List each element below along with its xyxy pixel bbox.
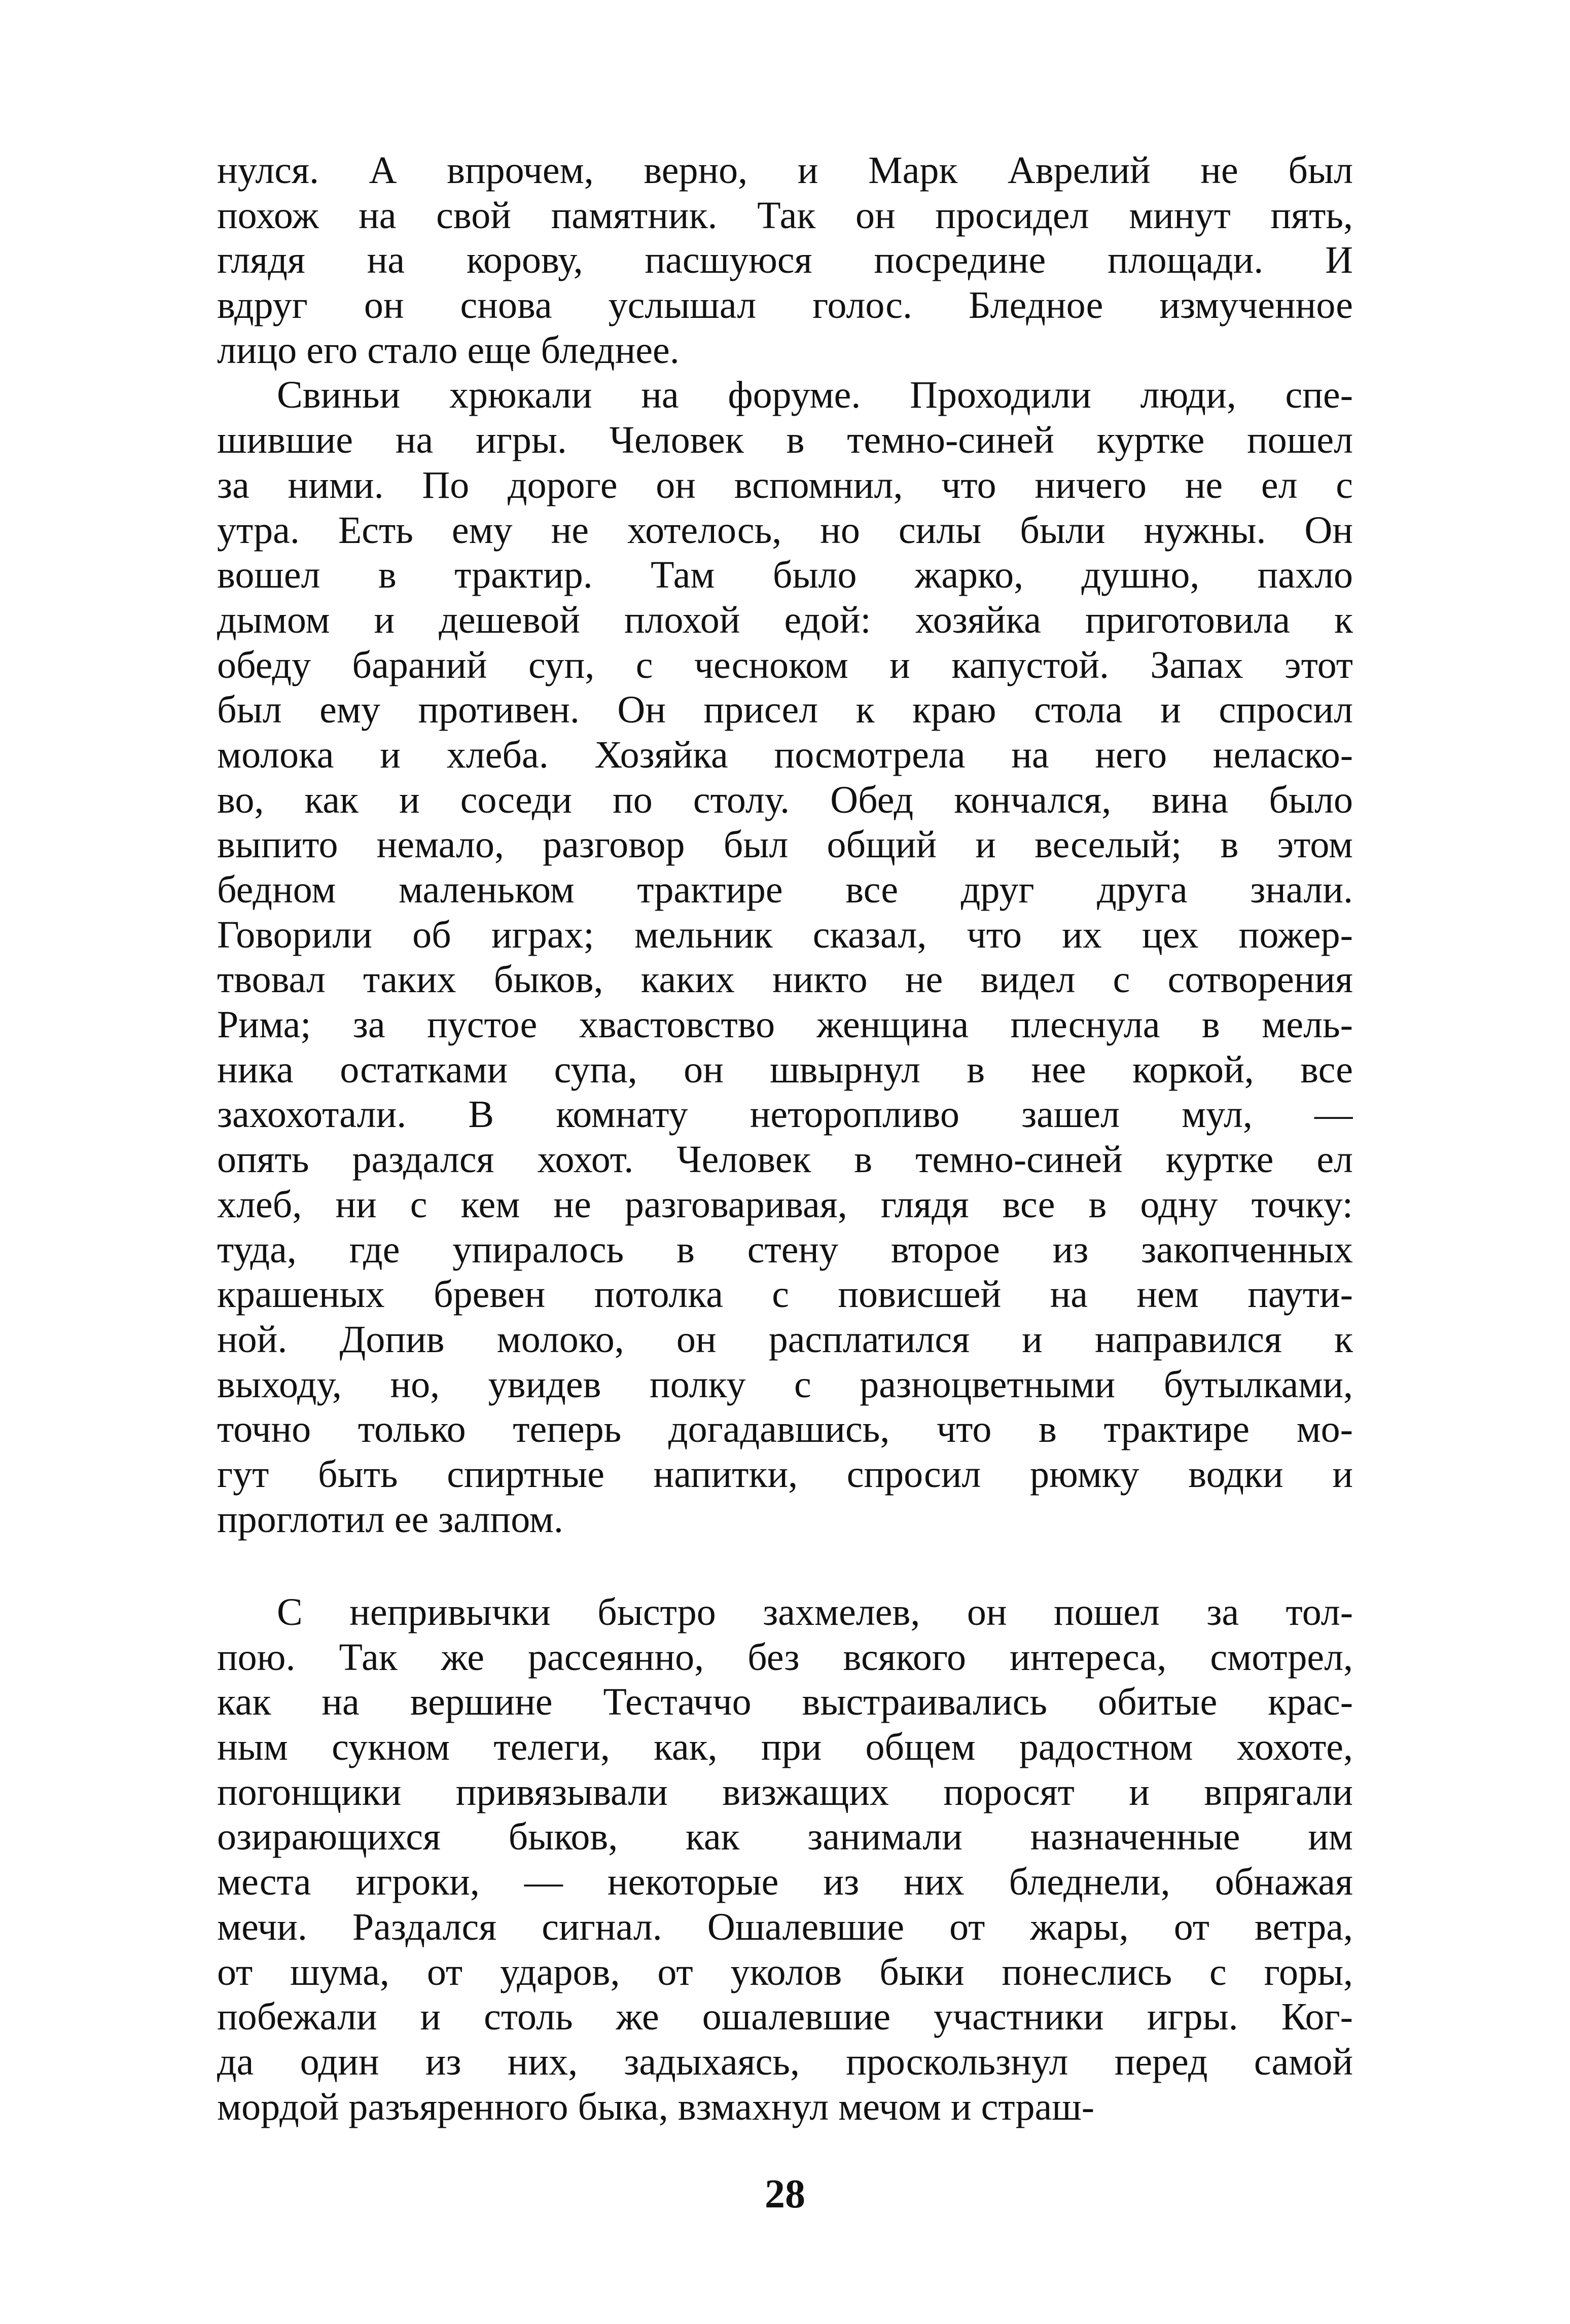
text-line: погонщики привязывали визжащих поросят и впрягали [217,1770,1353,1813]
text-line: вошел в трактир. Там было жарко, душно, пахло [217,554,1353,597]
paragraph [217,1590,1353,2129]
text-line: бедном маленьком трактире все друг друга знали. [217,868,1353,911]
text-line: обеду бараний суп, с чесноком и капустой. Запах этот [217,643,1353,686]
text-line: захохотали. В комнату неторопливо зашел мул, — [217,1093,1353,1136]
text-line: Говорили об играх; мельник сказал, что их цех пожер- [217,913,1353,956]
text-line: дымом и дешевой плохой едой: хозяйка приготовила к [217,598,1353,641]
paragraph [217,373,1353,1542]
text-line: от шума, от ударов, от уколов быки понеслись с горы, [217,1950,1353,1993]
text-line: мордой разъяренного быка, взмахнул мечом и страш- [217,2085,1095,2128]
page-number: 28 [765,2172,805,2217]
text-line: похож на свой памятник. Так он просидел минут пять, [217,194,1353,237]
text-line: да один из них, задыхаясь, проскользнул перед самой [217,2040,1353,2083]
text-line: Рима; за пустое хвастовство женщина плеснула в мель- [217,1003,1353,1046]
text-line: вдруг он снова услышал голос. Бледное измученное [217,284,1353,327]
text-line: молока и хлеба. Хозяйка посмотрела на него неласко- [217,733,1353,776]
text-line: во, как и соседи по столу. Обед кончался, вина было [217,778,1353,821]
text-line: выходу, но, увидев полку с разноцветными бутылками, [217,1363,1353,1406]
text-line: нулся. А впрочем, верно, и Марк Аврелий не был [217,149,1353,192]
text-line: побежали и столь же ошалевшие участники игры. Ког- [217,1995,1353,2039]
text-line: туда, где упиралось в стену второе из закопченных [217,1228,1353,1271]
text-line: выпито немало, разговор был общий и веселый; в этом [217,823,1353,866]
text-line: глядя на корову, пасшуюся посредине площади. И [217,239,1353,282]
text-line: утра. Есть ему не хотелось, но силы были нужны. Он [217,509,1353,552]
text-line: шившие на игры. Человек в темно-синей куртке пошел [217,419,1353,462]
text-line: мечи. Раздался сигнал. Ошалевшие от жары, от ветра, [217,1905,1353,1948]
text-line: хлеб, ни с кем не разговаривая, глядя все в одну точку: [217,1183,1353,1226]
text-line: ной. Допив молоко, он расплатился и направился к [217,1318,1353,1361]
text-line: проглотил ее залпом. [217,1498,563,1541]
text-block-upper [217,148,1353,1542]
paragraph [217,148,1353,373]
text-line: пою. Так же рассеянно, без всякого интереса, смотрел, [217,1636,1353,1679]
text-line: озирающихся быков, как занимали назначенные им [217,1815,1353,1859]
text-line: за ними. По дороге он вспомнил, что ничего не ел с [217,463,1353,506]
text-line: был ему противен. Он присел к краю стола и спросил [217,688,1353,732]
text-line: опять раздался хохот. Человек в темно-синей куртке ел [217,1138,1353,1181]
text-line: ника остатками супа, он швырнул в нее коркой, все [217,1048,1353,1091]
text-line: места игроки, — некоторые из них бледнели, обнажая [217,1861,1353,1904]
text-line: С непривычки быстро захмелев, он пошел за тол- [277,1591,1353,1633]
text-line: ным сукном телеги, как, при общем радостном хохоте, [217,1726,1353,1769]
text-line: точно только теперь догадавшись, что в трактире мо- [217,1408,1353,1451]
text-line: как на вершине Тестаччо выстраивались обитые крас- [217,1681,1353,1724]
text-line: твовал таких быков, каких никто не видел с сотворения [217,958,1353,1001]
text-line: гут быть спиртные напитки, спросил рюмку водки и [217,1453,1353,1496]
text-block-lower [217,1590,1353,2129]
text-line: Свиньи хрюкали на форуме. Проходили люди, спе- [277,374,1353,417]
text-line: лицо его стало еще бледнее. [217,329,680,372]
text-line: крашеных бревен потолка с повисшей на нем паути- [217,1273,1353,1316]
